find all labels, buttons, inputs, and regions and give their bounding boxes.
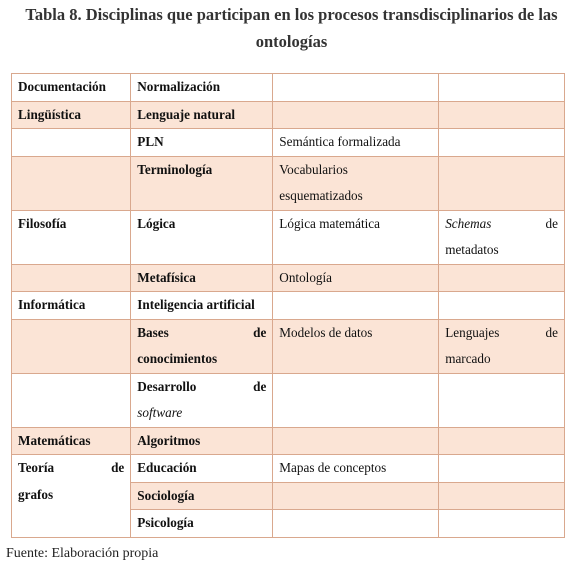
table-cell: Ontología — [273, 264, 439, 292]
table-cell — [273, 427, 439, 455]
table-cell: Lenguaje natural — [131, 101, 273, 129]
table-cell — [273, 156, 439, 210]
header-cell — [439, 74, 565, 102]
table-cell: Educación — [131, 455, 273, 483]
table-cell: Matemáticas — [12, 427, 131, 455]
table-cell — [12, 264, 131, 292]
cell-line: esquematizados — [279, 188, 363, 203]
table-row — [12, 101, 565, 129]
table-cell — [273, 101, 439, 129]
table-cell: Filosofía — [12, 210, 131, 264]
table-row — [12, 427, 565, 455]
cell-line: marcado — [445, 351, 491, 366]
table-row — [12, 129, 565, 157]
table-cell — [439, 482, 565, 510]
header-cell: Normalización — [131, 74, 273, 102]
table-cell — [12, 156, 131, 210]
table-cell — [12, 455, 131, 538]
table-cell — [12, 319, 131, 373]
table-cell: Mapas de conceptos — [273, 455, 439, 483]
header-cell: Documentación — [12, 74, 131, 102]
table-cell — [131, 373, 273, 427]
table-cell: Semántica formalizada — [273, 129, 439, 157]
table-cell: Lógica matemática — [273, 210, 439, 264]
cell-line: grafos — [18, 486, 54, 502]
caption-line-1: Tabla 8. Disciplinas que participan en los procesos transdisciplinarios de las — [25, 5, 558, 24]
table-cell — [131, 319, 273, 373]
cell-word: Desarrollo — [137, 378, 197, 394]
cell-line: software — [137, 405, 183, 420]
disciplines-table — [11, 73, 565, 538]
cell-line: conocimientos — [137, 351, 218, 366]
table-cell: Psicología — [131, 510, 273, 538]
cell-line — [445, 211, 558, 238]
source-note: Fuente: Elaboración propia — [6, 546, 159, 561]
table-cell — [439, 210, 565, 264]
table-cell — [439, 427, 565, 455]
table-row — [12, 373, 565, 427]
table-row — [12, 319, 565, 373]
cell-word: de — [253, 324, 267, 340]
table-cell — [439, 129, 565, 157]
caption-line-2: ontologías — [255, 32, 328, 51]
table-cell: Lingüística — [12, 101, 131, 129]
cell-word: de — [545, 324, 558, 340]
table-cell: Terminología — [131, 156, 273, 210]
cell-line: Vocabularios — [279, 161, 348, 177]
cell-line — [18, 455, 124, 482]
table-cell: PLN — [131, 129, 273, 157]
table-cell — [439, 373, 565, 427]
table-cell — [439, 156, 565, 210]
table-cell — [273, 292, 439, 320]
table-cell: Algoritmos — [131, 427, 273, 455]
table-cell — [439, 292, 565, 320]
cell-word: Schemas — [445, 215, 492, 231]
table-cell — [12, 373, 131, 427]
table-cell — [273, 482, 439, 510]
table-cell: Metafísica — [131, 264, 273, 292]
table-cell — [273, 510, 439, 538]
cell-line: metadatos — [445, 242, 499, 257]
cell-line — [445, 320, 558, 347]
table-row — [12, 455, 565, 483]
table-caption — [0, 0, 583, 54]
cell-word: Bases — [137, 324, 169, 340]
cell-word: de — [253, 378, 267, 394]
table-cell: Sociología — [131, 482, 273, 510]
table-cell — [439, 264, 565, 292]
cell-line — [137, 374, 266, 401]
table-cell — [12, 129, 131, 157]
table-row — [12, 292, 565, 320]
table-cell: Inteligencia artificial — [131, 292, 273, 320]
table-cell — [439, 455, 565, 483]
table-cell — [439, 319, 565, 373]
table-row — [12, 264, 565, 292]
header-cell — [273, 74, 439, 102]
table-cell: Lógica — [131, 210, 273, 264]
table-row — [12, 156, 565, 210]
cell-word: de — [111, 460, 125, 475]
table-row — [12, 210, 565, 264]
table-cell: Modelos de datos — [273, 319, 439, 373]
cell-word: Lenguajes — [445, 324, 500, 340]
table-header-row — [12, 74, 565, 102]
cell-line — [137, 320, 266, 347]
cell-word: Teoría — [18, 460, 55, 475]
table-cell — [439, 510, 565, 538]
table-cell — [439, 101, 565, 129]
table-cell — [273, 373, 439, 427]
cell-word: de — [545, 215, 558, 231]
table-cell: Informática — [12, 292, 131, 320]
